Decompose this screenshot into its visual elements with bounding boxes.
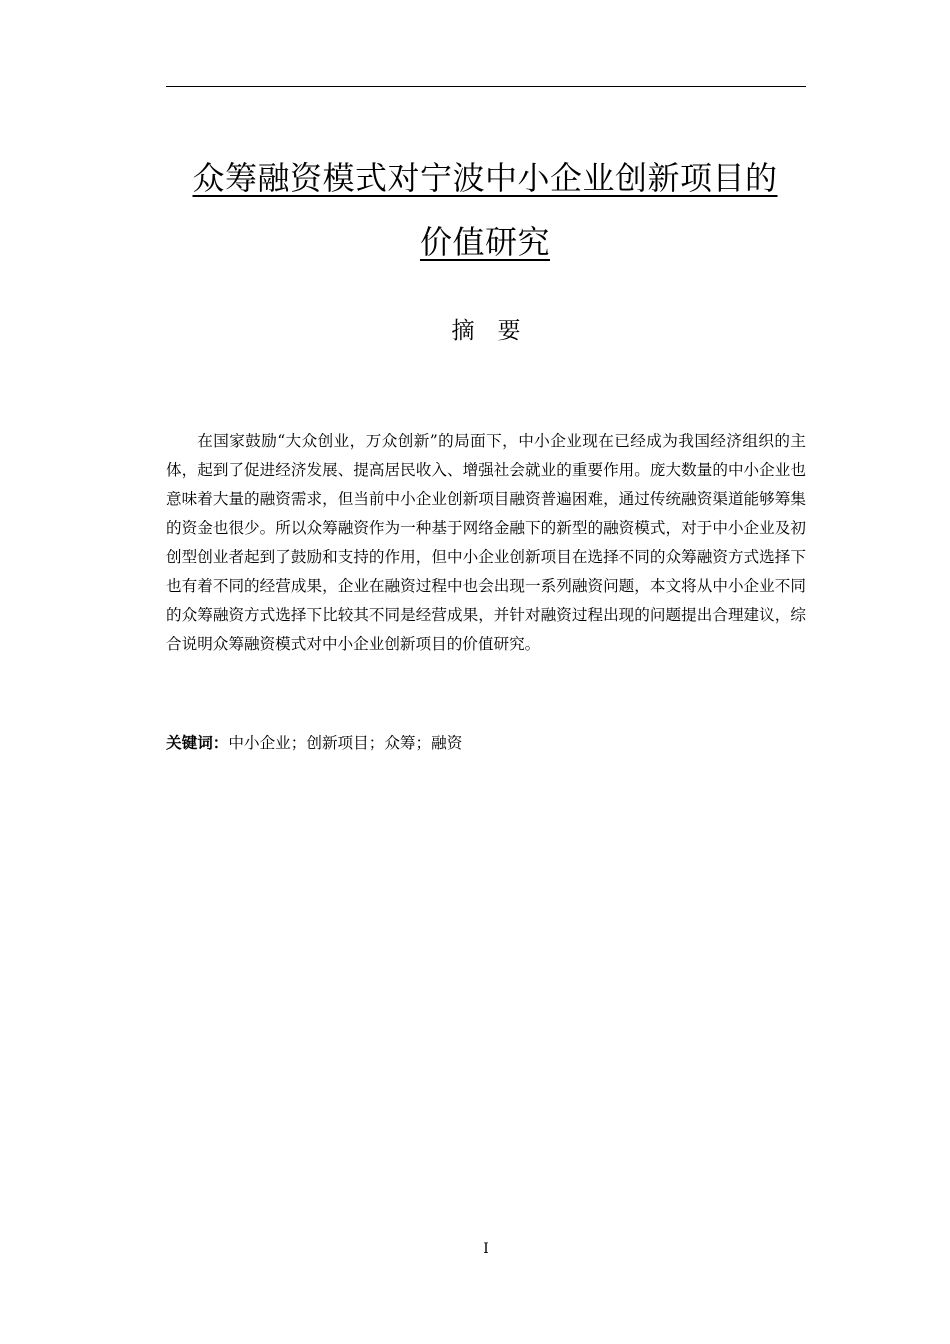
document-title	[150, 146, 820, 274]
keywords-value: 中小企业；创新项目；众筹；融资	[228, 734, 463, 752]
page-number: I	[483, 1241, 489, 1257]
header-rule	[166, 86, 806, 87]
keywords-label: 关键词：	[166, 734, 229, 752]
abstract-body: 在国家鼓励“大众创业，万众创新”的局面下，中小企业现在已经成为我国经济组织的主体，起到了促进经济发展、提高居民收入、增强社会就业的重要作用。庞大数量的中小企业也意味着大量的融资需求，但当前中小企业创新项目融资普遍困难，通过传统融资渠道能够筹集的资金也很少。所以众筹融资作为一种基于网络金融下的新型的融资模式，对于中小企业及初创型创业者起到了鼓励和支持的作用，但中小企业创新项目在选择不同的众筹融资方式选择下也有着不同的经营成果，企业在融资过程中也会出现一系列融资问题，本文将从中小企业不同的众筹融资方式选择下比较其不同是经营成果，并针对融资过程出现的问题提出合理建议，综合说明众筹融资模式对中小企业创新项目的价值研究。	[166, 432, 806, 653]
title-line-1: 众筹融资模式对宁波中小企业创新项目的	[192, 159, 778, 197]
title-line-2: 价值研究	[419, 223, 550, 261]
abstract-heading: 摘 要	[451, 318, 521, 344]
keywords-line	[166, 729, 806, 758]
